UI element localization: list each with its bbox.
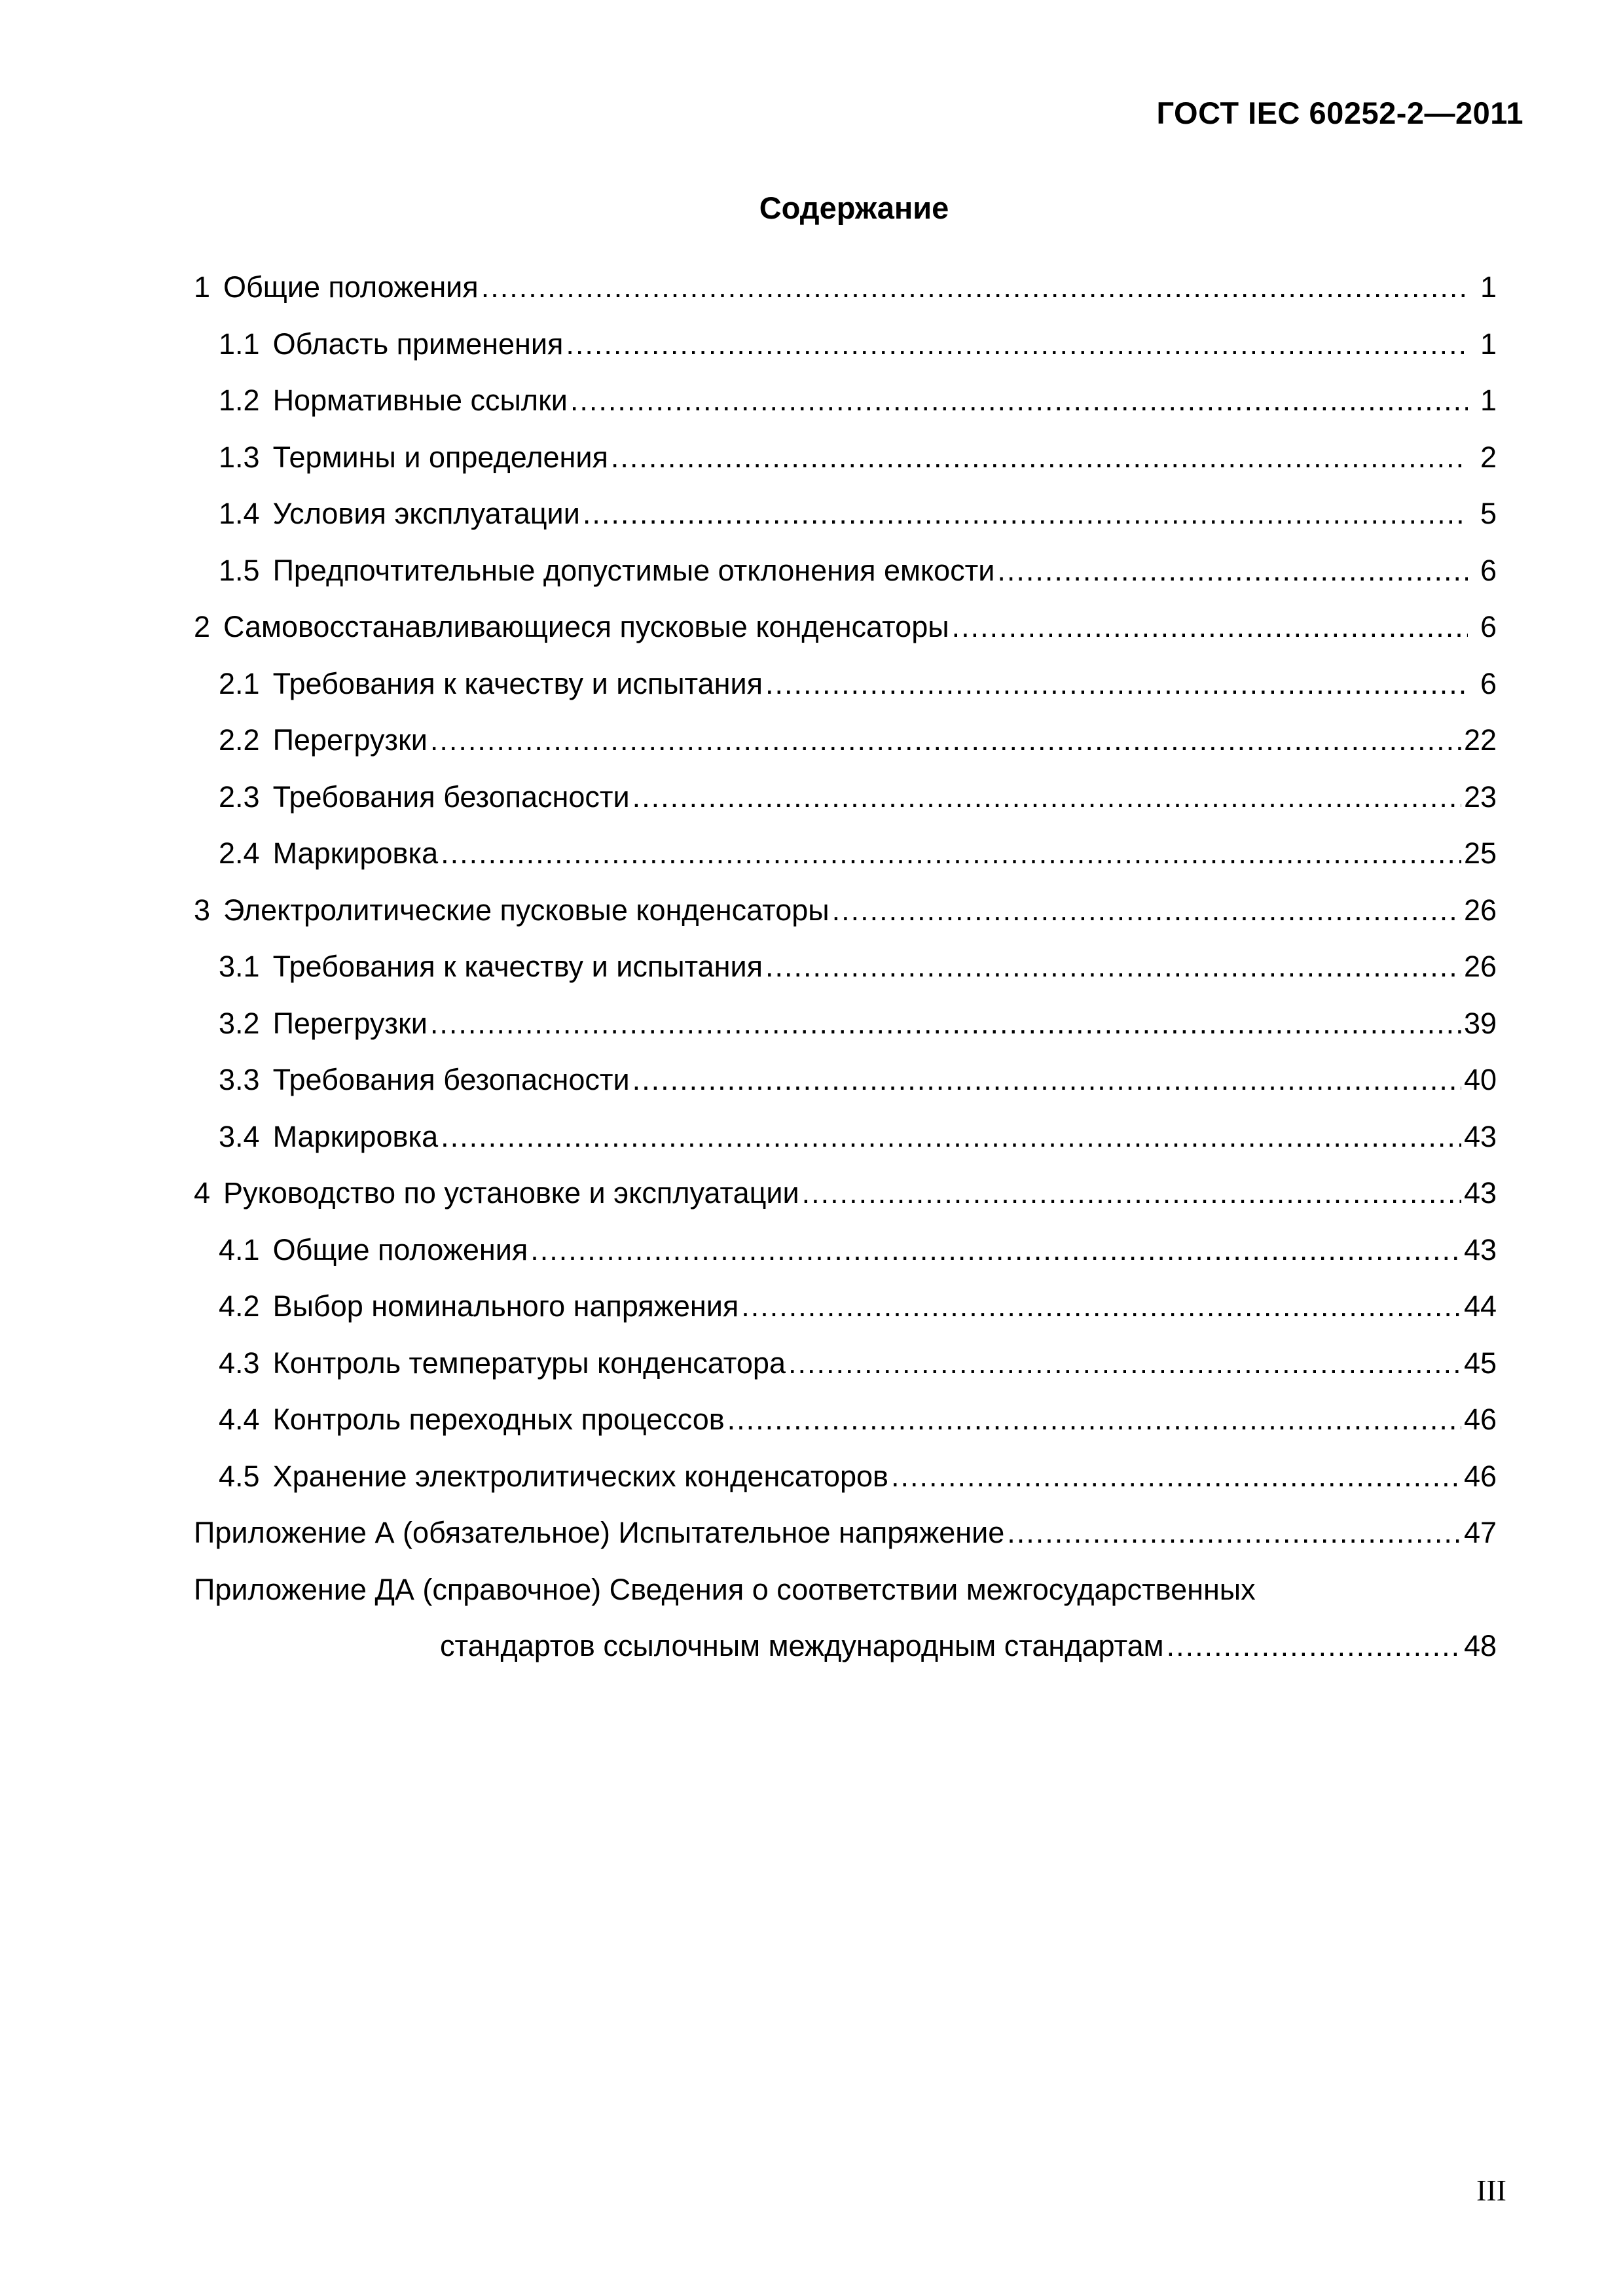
- toc-entry[interactable]: [194, 1402, 1497, 1459]
- toc-entry-number: 4.3: [219, 1346, 260, 1380]
- dot-leader: [1007, 1515, 1461, 1551]
- toc-entry-title: Требования к качеству и испытания: [272, 950, 763, 983]
- toc-entry-title: Самовосстанавливающиеся пусковые конденсаторы: [223, 610, 949, 643]
- toc-entry-page: 6: [1480, 610, 1497, 643]
- toc-entry-title: Приложение ДА (справочное) Сведения о соответствии межгосударственных: [194, 1572, 1256, 1606]
- toc-entry[interactable]: [194, 383, 1497, 440]
- toc-entry-title: Предпочтительные допустимые отклонения емкости: [272, 553, 995, 587]
- toc-entry-page: 6: [1480, 553, 1497, 587]
- toc-entry-page: 46: [1463, 1403, 1497, 1436]
- toc-entry-title: Область применения: [272, 327, 564, 361]
- toc-entry-number: 3.4: [219, 1119, 260, 1153]
- dot-leader: [788, 1346, 1461, 1381]
- toc-entry-page: 46: [1463, 1459, 1497, 1493]
- toc-entry[interactable]: [194, 609, 1497, 666]
- toc-entry-number: 2.1: [219, 666, 260, 700]
- toc-entry-number: 2.4: [219, 836, 260, 870]
- toc-entry-number: 1.1: [219, 327, 260, 361]
- toc-entry[interactable]: [194, 327, 1497, 384]
- dot-leader: [765, 949, 1461, 984]
- toc-entry-title: Требования безопасности: [272, 780, 630, 814]
- toc-entry-number: 3: [194, 893, 211, 927]
- toc-entry-title: Условия эксплуатации: [272, 497, 580, 530]
- dot-leader: [832, 893, 1461, 928]
- toc-entry[interactable]: [194, 1175, 1497, 1232]
- dot-leader: [530, 1232, 1461, 1268]
- dot-leader: [727, 1402, 1461, 1437]
- dot-leader: [481, 270, 1468, 305]
- toc-entry-number: 1.3: [219, 440, 260, 474]
- toc-entry-page: 40: [1463, 1063, 1497, 1096]
- toc-entry-page: 43: [1463, 1119, 1497, 1153]
- toc-entry[interactable]: [194, 1346, 1497, 1403]
- toc-entry-page: 6: [1480, 666, 1497, 700]
- toc-entry-title: Руководство по установке и эксплуатации: [223, 1176, 799, 1210]
- toc-entry-page: 39: [1463, 1006, 1497, 1040]
- toc-entry-title: Перегрузки: [272, 723, 428, 757]
- toc-appendix-entry[interactable]: [194, 1515, 1497, 1572]
- toc-entry-number: 4.4: [219, 1403, 260, 1436]
- toc-entry-number: 1.2: [219, 384, 260, 417]
- dot-leader: [441, 836, 1461, 871]
- toc-entry[interactable]: [194, 1459, 1497, 1516]
- toc-entry-number: 4: [194, 1176, 211, 1210]
- toc-entry-page: 26: [1463, 893, 1497, 927]
- table-of-contents: [194, 270, 1497, 1685]
- toc-entry-title: Хранение электролитических конденсаторов: [272, 1459, 888, 1493]
- toc-entry-number: 4.2: [219, 1289, 260, 1323]
- toc-entry-number: 1.4: [219, 497, 260, 530]
- toc-entry[interactable]: [194, 270, 1497, 327]
- toc-entry-number: 4.1: [219, 1232, 260, 1266]
- toc-entry-title: Требования безопасности: [272, 1063, 630, 1096]
- toc-entry-number: 4.5: [219, 1459, 260, 1493]
- toc-entry[interactable]: [194, 1006, 1497, 1063]
- dot-leader: [611, 440, 1468, 475]
- toc-entry-title-continuation: [194, 1628, 1497, 1685]
- toc-entry-page: 43: [1463, 1232, 1497, 1266]
- dot-leader: [570, 383, 1468, 418]
- toc-entry-number: 1: [194, 270, 211, 304]
- toc-entry-title: Контроль переходных процессов: [272, 1403, 725, 1436]
- toc-entry-page: 22: [1463, 723, 1497, 757]
- toc-entry-page: 1: [1480, 270, 1497, 304]
- toc-entry-title: Контроль температуры конденсатора: [272, 1346, 786, 1380]
- dot-leader: [891, 1459, 1461, 1494]
- toc-entry-number: 1.5: [219, 553, 260, 587]
- dot-leader: [952, 609, 1468, 645]
- document-code: ГОСТ IEC 60252-2—2011: [1156, 96, 1523, 130]
- dot-leader: [997, 553, 1468, 588]
- dot-leader: [802, 1175, 1461, 1211]
- toc-entry[interactable]: [194, 836, 1497, 893]
- toc-entry-page: 5: [1480, 497, 1497, 530]
- toc-entry-title: Нормативные ссылки: [272, 384, 568, 417]
- toc-entry[interactable]: [194, 780, 1497, 836]
- toc-entry-title: Перегрузки: [272, 1006, 428, 1040]
- dot-leader: [430, 1006, 1461, 1041]
- toc-entry-title: Электролитические пусковые конденсаторы: [223, 893, 830, 927]
- toc-entry-page: 44: [1463, 1289, 1497, 1323]
- dot-leader: [583, 496, 1468, 531]
- toc-entry-page: 43: [1463, 1176, 1497, 1210]
- dot-leader: [566, 327, 1468, 362]
- toc-entry-title: Общие положения: [223, 270, 479, 304]
- toc-entry-number: 3.2: [219, 1006, 260, 1040]
- toc-entry-page: 48: [1463, 1629, 1497, 1662]
- toc-entry-title: Приложение А (обязательное) Испытательное напряжение: [194, 1516, 1005, 1549]
- toc-entry[interactable]: [194, 1289, 1497, 1346]
- toc-entry[interactable]: [194, 893, 1497, 950]
- toc-entry[interactable]: [194, 666, 1497, 723]
- toc-entry-page: 2: [1480, 440, 1497, 474]
- toc-appendix-entry[interactable]: [194, 1572, 1497, 1685]
- toc-entry-number: 2.2: [219, 723, 260, 757]
- toc-entry[interactable]: [194, 440, 1497, 497]
- toc-entry-page: 1: [1480, 327, 1497, 361]
- toc-entry-number: 2.3: [219, 780, 260, 814]
- page-title: Содержание: [759, 190, 949, 225]
- toc-entry-title-line: [194, 1572, 1497, 1629]
- toc-entry-page: 1: [1480, 384, 1497, 417]
- toc-entry[interactable]: [194, 723, 1497, 780]
- toc-entry-title: Общие положения: [272, 1232, 528, 1266]
- toc-entry[interactable]: [194, 496, 1497, 553]
- toc-entry-page: 23: [1463, 780, 1497, 814]
- dot-leader: [741, 1289, 1461, 1324]
- dot-leader: [765, 666, 1468, 702]
- toc-entry[interactable]: [194, 949, 1497, 1006]
- toc-entry[interactable]: [194, 1119, 1497, 1176]
- toc-entry-title: Выбор номинального напряжения: [272, 1289, 739, 1323]
- toc-entry-title: Маркировка: [272, 836, 439, 870]
- toc-entry-page: 47: [1463, 1516, 1497, 1549]
- toc-entry-number: 3.3: [219, 1063, 260, 1096]
- toc-entry-page: 25: [1463, 836, 1497, 870]
- dot-leader: [430, 723, 1461, 758]
- toc-entry-number: 2: [194, 610, 211, 643]
- dot-leader: [441, 1119, 1461, 1155]
- toc-entry-title: Маркировка: [272, 1119, 439, 1153]
- page-number: III: [1476, 2174, 1506, 2207]
- toc-entry-page: 45: [1463, 1346, 1497, 1380]
- toc-entry-title: стандартов ссылочным международным стандартам: [440, 1629, 1164, 1662]
- toc-entry-title: Термины и определения: [272, 440, 608, 474]
- dot-leader: [632, 780, 1461, 815]
- toc-entry[interactable]: [194, 1232, 1497, 1289]
- dot-leader: [1167, 1628, 1461, 1664]
- dot-leader: [632, 1062, 1461, 1098]
- toc-entry[interactable]: [194, 553, 1497, 610]
- toc-entry-page: 26: [1463, 950, 1497, 983]
- toc-entry-number: 3.1: [219, 950, 260, 983]
- toc-entry-title: Требования к качеству и испытания: [272, 666, 763, 700]
- toc-entry[interactable]: [194, 1062, 1497, 1119]
